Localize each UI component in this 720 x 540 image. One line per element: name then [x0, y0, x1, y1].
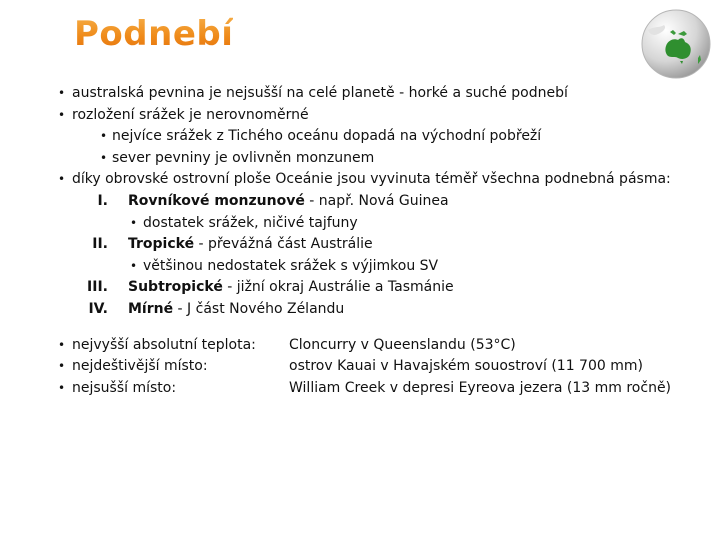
record-value: Cloncurry v Queenslandu (53°C) — [289, 336, 516, 353]
content-body — [56, 83, 716, 399]
australia-globe-icon — [640, 8, 712, 80]
zone-item: I. Rovníkové monzunové - např. Nová Guinea — [97, 192, 449, 209]
zone-item: III. Subtropické - jižní okraj Austrálie a Tasmánie — [87, 279, 454, 296]
page-title: Podnebí — [74, 14, 234, 54]
zone-name: Tropické — [128, 236, 195, 253]
record-label: nejvyšší absolutní teplota: — [72, 336, 256, 353]
record-value: William Creek v depresi Eyreova jezera (13 mm ročně) — [289, 379, 672, 396]
zone-item: II. Tropické - převážná část Austrálie — [92, 236, 373, 253]
zone-item: IV. Mírné - J část Nového Zélandu — [88, 300, 345, 317]
bullet-item: • rozložení srážek je nerovnoměrné — [58, 106, 309, 123]
zone-note: • většinou nedostatek srážek s výjimkou SV — [130, 257, 439, 274]
record-label: nejsušší místo: — [72, 379, 177, 396]
zone-name: Rovníkové monzunové — [128, 192, 305, 209]
record-value: ostrov Kauai v Havajském souostroví (11 700 mm) — [289, 358, 643, 375]
bullet-item: • australská pevnina je nejsušší na celé planetě - horké a suché podnebí — [58, 85, 568, 101]
zone-note: • dostatek srážek, ničivé tajfuny — [130, 214, 358, 231]
sub-bullet-item: • nejvíce srážek z Tichého oceánu dopadá na východní pobřeží — [100, 128, 542, 145]
record-row: • nejdeštivější místo: ostrov Kauai v Havajském souostroví (11 700 mm) — [56, 356, 716, 378]
record-row: • nejvyšší absolutní teplota: Cloncurry v Queenslandu (53°C) — [56, 335, 716, 357]
sub-bullet-item: • sever pevniny je ovlivněn monzunem — [100, 149, 375, 166]
zone-name: Mírné — [128, 300, 174, 317]
zone-name: Subtropické — [128, 279, 223, 296]
bullet-item: • díky obrovské ostrovní ploše Oceánie jsou vyvinuta téměř všechna podnebná pásma: — [58, 171, 671, 188]
record-row: • nejsušší místo: William Creek v depresi Eyreova jezera (13 mm ročně) — [56, 378, 716, 400]
record-label: nejdeštivější místo: — [72, 358, 208, 375]
